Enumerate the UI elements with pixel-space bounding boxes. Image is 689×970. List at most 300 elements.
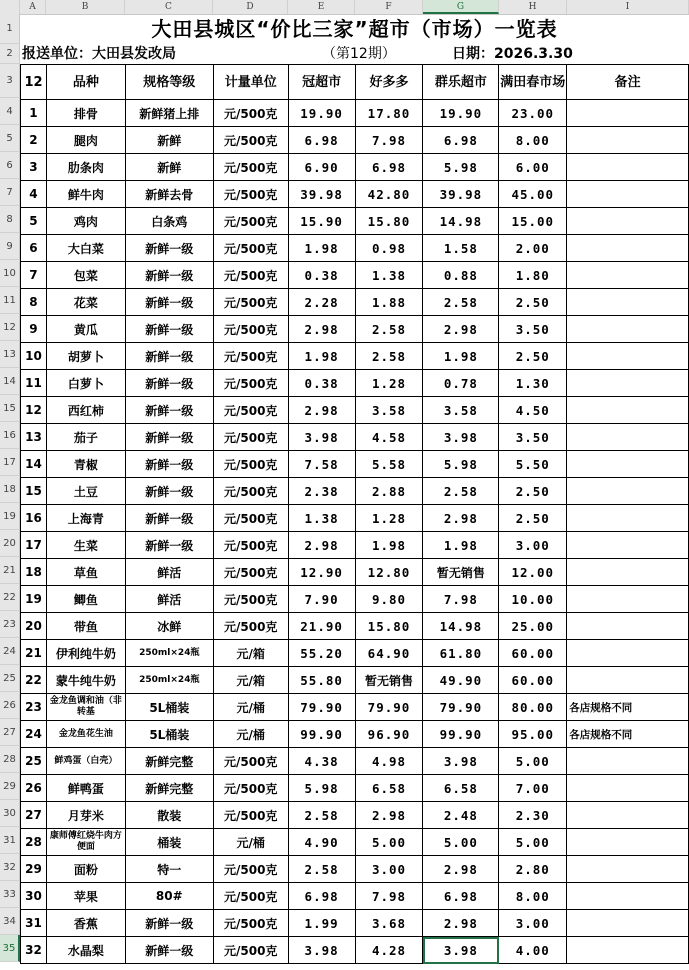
cell-a34[interactable]: 31: [21, 910, 47, 937]
cell-e35[interactable]: 3.98: [288, 937, 355, 964]
cell-b32[interactable]: 面粉: [46, 856, 125, 883]
cell-i16[interactable]: [567, 424, 689, 451]
cell-a30[interactable]: 27: [21, 802, 47, 829]
cell-c5[interactable]: 新鲜: [125, 127, 213, 154]
cell-c15[interactable]: 新鲜一级: [125, 397, 213, 424]
cell-i32[interactable]: [567, 856, 689, 883]
cell-d6[interactable]: 元/500克: [213, 154, 288, 181]
cell-e24[interactable]: 55.20: [288, 640, 355, 667]
cell-b20[interactable]: 生菜: [46, 532, 125, 559]
column-header-a[interactable]: A: [20, 0, 46, 14]
cell-f18[interactable]: 2.88: [355, 478, 423, 505]
cell-e22[interactable]: 7.90: [288, 586, 355, 613]
cell-b22[interactable]: 鲫鱼: [46, 586, 125, 613]
cell-g31[interactable]: 5.00: [423, 829, 499, 856]
column-header-d[interactable]: D: [213, 0, 288, 14]
cell-h35[interactable]: 4.00: [499, 937, 567, 964]
cell-i13[interactable]: [567, 343, 689, 370]
row-header-18[interactable]: 18: [0, 476, 20, 503]
cell-g4[interactable]: 19.90: [423, 100, 499, 127]
cell-i21[interactable]: [567, 559, 689, 586]
cell-c12[interactable]: 新鲜一级: [125, 316, 213, 343]
cell-a9[interactable]: 6: [21, 235, 47, 262]
cell-c18[interactable]: 新鲜一级: [125, 478, 213, 505]
cell-c21[interactable]: 鲜活: [125, 559, 213, 586]
cell-i10[interactable]: [567, 262, 689, 289]
header-cell-i[interactable]: 备注: [567, 65, 689, 100]
cell-f26[interactable]: 79.90: [355, 694, 423, 721]
cell-g12[interactable]: 2.98: [423, 316, 499, 343]
cell-h13[interactable]: 2.50: [499, 343, 567, 370]
cell-b27[interactable]: 金龙鱼花生油: [46, 721, 125, 748]
row-header-31[interactable]: 31: [0, 827, 20, 854]
row-header-13[interactable]: 13: [0, 341, 20, 368]
cell-a4[interactable]: 1: [21, 100, 47, 127]
cell-f16[interactable]: 4.58: [355, 424, 423, 451]
cell-c7[interactable]: 新鲜去骨: [125, 181, 213, 208]
cell-g13[interactable]: 1.98: [423, 343, 499, 370]
cell-h24[interactable]: 60.00: [499, 640, 567, 667]
cell-c32[interactable]: 特一: [125, 856, 213, 883]
cell-e8[interactable]: 15.90: [288, 208, 355, 235]
row-header-21[interactable]: 21: [0, 557, 20, 584]
cell-e27[interactable]: 99.90: [288, 721, 355, 748]
cell-i35[interactable]: [567, 937, 689, 964]
cell-b9[interactable]: 大白菜: [46, 235, 125, 262]
cell-f9[interactable]: 0.98: [355, 235, 423, 262]
cell-a6[interactable]: 3: [21, 154, 47, 181]
cell-b11[interactable]: 花菜: [46, 289, 125, 316]
cell-b23[interactable]: 带鱼: [46, 613, 125, 640]
cell-e9[interactable]: 1.98: [288, 235, 355, 262]
cell-e10[interactable]: 0.38: [288, 262, 355, 289]
row-header-28[interactable]: 28: [0, 746, 20, 773]
cell-h5[interactable]: 8.00: [499, 127, 567, 154]
cell-g20[interactable]: 1.98: [423, 532, 499, 559]
column-header-f[interactable]: F: [355, 0, 423, 14]
cell-d16[interactable]: 元/500克: [213, 424, 288, 451]
row-header-29[interactable]: 29: [0, 773, 20, 800]
cell-c9[interactable]: 新鲜一级: [125, 235, 213, 262]
cell-b14[interactable]: 白萝卜: [46, 370, 125, 397]
cell-i15[interactable]: [567, 397, 689, 424]
cell-g11[interactable]: 2.58: [423, 289, 499, 316]
cell-b19[interactable]: 上海青: [46, 505, 125, 532]
cell-h21[interactable]: 12.00: [499, 559, 567, 586]
row-header-14[interactable]: 14: [0, 368, 20, 395]
cell-h10[interactable]: 1.80: [499, 262, 567, 289]
cell-e32[interactable]: 2.58: [288, 856, 355, 883]
cell-a31[interactable]: 28: [21, 829, 47, 856]
cell-b18[interactable]: 土豆: [46, 478, 125, 505]
cell-h33[interactable]: 8.00: [499, 883, 567, 910]
cell-h18[interactable]: 2.50: [499, 478, 567, 505]
cell-f24[interactable]: 64.90: [355, 640, 423, 667]
cell-i11[interactable]: [567, 289, 689, 316]
cell-d4[interactable]: 元/500克: [213, 100, 288, 127]
cell-a26[interactable]: 23: [21, 694, 47, 721]
cell-d8[interactable]: 元/500克: [213, 208, 288, 235]
cell-f33[interactable]: 7.98: [355, 883, 423, 910]
row-header-35[interactable]: 35: [0, 935, 20, 962]
cell-a15[interactable]: 12: [21, 397, 47, 424]
cell-d13[interactable]: 元/500克: [213, 343, 288, 370]
row-header-15[interactable]: 15: [0, 395, 20, 422]
cell-e23[interactable]: 21.90: [288, 613, 355, 640]
cell-a13[interactable]: 10: [21, 343, 47, 370]
cell-h23[interactable]: 25.00: [499, 613, 567, 640]
cell-c26[interactable]: 5L桶装: [125, 694, 213, 721]
cell-h30[interactable]: 2.30: [499, 802, 567, 829]
cell-a28[interactable]: 25: [21, 748, 47, 775]
cell-d31[interactable]: 元/桶: [213, 829, 288, 856]
row-header-23[interactable]: 23: [0, 611, 20, 638]
row-header-17[interactable]: 17: [0, 449, 20, 476]
issue-number[interactable]: （第12期）: [322, 46, 396, 62]
cell-e17[interactable]: 7.58: [288, 451, 355, 478]
cell-i26[interactable]: 各店规格不同: [567, 694, 689, 721]
row-header-9[interactable]: 9: [0, 233, 20, 260]
cell-g28[interactable]: 3.98: [423, 748, 499, 775]
cell-b15[interactable]: 西红柿: [46, 397, 125, 424]
cell-b28[interactable]: 鲜鸡蛋（白壳）: [46, 748, 125, 775]
cell-e14[interactable]: 0.38: [288, 370, 355, 397]
cell-d22[interactable]: 元/500克: [213, 586, 288, 613]
cell-f23[interactable]: 15.80: [355, 613, 423, 640]
cell-g7[interactable]: 39.98: [423, 181, 499, 208]
cell-f4[interactable]: 17.80: [355, 100, 423, 127]
row-header-33[interactable]: 33: [0, 881, 20, 908]
cell-i27[interactable]: 各店规格不同: [567, 721, 689, 748]
cell-c13[interactable]: 新鲜一级: [125, 343, 213, 370]
cell-h14[interactable]: 1.30: [499, 370, 567, 397]
row-header-10[interactable]: 10: [0, 260, 20, 287]
cell-c29[interactable]: 新鲜完整: [125, 775, 213, 802]
row-header-16[interactable]: 16: [0, 422, 20, 449]
cell-f20[interactable]: 1.98: [355, 532, 423, 559]
cell-i33[interactable]: [567, 883, 689, 910]
row-header-24[interactable]: 24: [0, 638, 20, 665]
cell-f8[interactable]: 15.80: [355, 208, 423, 235]
cell-i8[interactable]: [567, 208, 689, 235]
cell-c11[interactable]: 新鲜一级: [125, 289, 213, 316]
cell-h8[interactable]: 15.00: [499, 208, 567, 235]
cell-d12[interactable]: 元/500克: [213, 316, 288, 343]
report-unit[interactable]: 报送单位：大田县发改局: [22, 46, 176, 62]
cell-i30[interactable]: [567, 802, 689, 829]
cell-a14[interactable]: 11: [21, 370, 47, 397]
cell-c10[interactable]: 新鲜一级: [125, 262, 213, 289]
cell-c19[interactable]: 新鲜一级: [125, 505, 213, 532]
cell-h31[interactable]: 5.00: [499, 829, 567, 856]
header-cell-h[interactable]: 满田春市场: [499, 65, 567, 100]
cell-b25[interactable]: 蒙牛纯牛奶: [46, 667, 125, 694]
cell-c30[interactable]: 散装: [125, 802, 213, 829]
cell-a24[interactable]: 21: [21, 640, 47, 667]
cell-g25[interactable]: 49.90: [423, 667, 499, 694]
cell-i29[interactable]: [567, 775, 689, 802]
cell-i18[interactable]: [567, 478, 689, 505]
cell-h20[interactable]: 3.00: [499, 532, 567, 559]
cell-i22[interactable]: [567, 586, 689, 613]
cell-e11[interactable]: 2.28: [288, 289, 355, 316]
cell-e28[interactable]: 4.38: [288, 748, 355, 775]
cell-b24[interactable]: 伊利纯牛奶: [46, 640, 125, 667]
cell-d9[interactable]: 元/500克: [213, 235, 288, 262]
cell-g32[interactable]: 2.98: [423, 856, 499, 883]
cell-a29[interactable]: 26: [21, 775, 47, 802]
report-date[interactable]: 日期：2026.3.30: [452, 46, 573, 62]
cell-c23[interactable]: 冰鲜: [125, 613, 213, 640]
cell-a17[interactable]: 14: [21, 451, 47, 478]
cell-d11[interactable]: 元/500克: [213, 289, 288, 316]
cell-e12[interactable]: 2.98: [288, 316, 355, 343]
row-header-11[interactable]: 11: [0, 287, 20, 314]
cell-d29[interactable]: 元/500克: [213, 775, 288, 802]
cell-b6[interactable]: 肋条肉: [46, 154, 125, 181]
cell-e30[interactable]: 2.58: [288, 802, 355, 829]
cell-f28[interactable]: 4.98: [355, 748, 423, 775]
cell-d24[interactable]: 元/箱: [213, 640, 288, 667]
cell-f25[interactable]: 暂无销售: [355, 667, 423, 694]
header-cell-d[interactable]: 计量单位: [213, 65, 288, 100]
cell-i28[interactable]: [567, 748, 689, 775]
cell-g9[interactable]: 1.58: [423, 235, 499, 262]
cell-f31[interactable]: 5.00: [355, 829, 423, 856]
cell-d35[interactable]: 元/500克: [213, 937, 288, 964]
cell-c35[interactable]: 新鲜一级: [125, 937, 213, 964]
cell-i24[interactable]: [567, 640, 689, 667]
cell-d34[interactable]: 元/500克: [213, 910, 288, 937]
cell-a5[interactable]: 2: [21, 127, 47, 154]
cell-i12[interactable]: [567, 316, 689, 343]
cell-b34[interactable]: 香蕉: [46, 910, 125, 937]
cell-g6[interactable]: 5.98: [423, 154, 499, 181]
cell-f21[interactable]: 12.80: [355, 559, 423, 586]
header-cell-a[interactable]: 12: [21, 65, 47, 100]
cell-f35[interactable]: 4.28: [355, 937, 423, 964]
cell-c22[interactable]: 鲜活: [125, 586, 213, 613]
cell-h17[interactable]: 5.50: [499, 451, 567, 478]
cell-b33[interactable]: 苹果: [46, 883, 125, 910]
cell-d14[interactable]: 元/500克: [213, 370, 288, 397]
column-header-h[interactable]: H: [499, 0, 567, 14]
cell-d7[interactable]: 元/500克: [213, 181, 288, 208]
cell-h9[interactable]: 2.00: [499, 235, 567, 262]
row-header-22[interactable]: 22: [0, 584, 20, 611]
cell-g14[interactable]: 0.78: [423, 370, 499, 397]
row-header-3[interactable]: 3: [0, 64, 20, 98]
header-cell-b[interactable]: 品种: [46, 65, 125, 100]
column-header-c[interactable]: C: [125, 0, 213, 14]
cell-f22[interactable]: 9.80: [355, 586, 423, 613]
cell-f32[interactable]: 3.00: [355, 856, 423, 883]
row-header-19[interactable]: 19: [0, 503, 20, 530]
cell-h32[interactable]: 2.80: [499, 856, 567, 883]
header-cell-e[interactable]: 冠超市: [288, 65, 355, 100]
cell-d28[interactable]: 元/500克: [213, 748, 288, 775]
cell-h16[interactable]: 3.50: [499, 424, 567, 451]
cell-g30[interactable]: 2.48: [423, 802, 499, 829]
cell-b29[interactable]: 鲜鸭蛋: [46, 775, 125, 802]
cell-e5[interactable]: 6.98: [288, 127, 355, 154]
cell-e16[interactable]: 3.98: [288, 424, 355, 451]
cell-b31[interactable]: 康师傅红烧牛肉方便面: [46, 829, 125, 856]
cell-e7[interactable]: 39.98: [288, 181, 355, 208]
select-all-corner[interactable]: [0, 0, 20, 14]
cell-f7[interactable]: 42.80: [355, 181, 423, 208]
cell-a32[interactable]: 29: [21, 856, 47, 883]
cell-a23[interactable]: 20: [21, 613, 47, 640]
cell-h27[interactable]: 95.00: [499, 721, 567, 748]
column-header-e[interactable]: E: [288, 0, 355, 14]
cell-b8[interactable]: 鸡肉: [46, 208, 125, 235]
cell-d21[interactable]: 元/500克: [213, 559, 288, 586]
row-header-27[interactable]: 27: [0, 719, 20, 746]
cell-a19[interactable]: 16: [21, 505, 47, 532]
cell-f6[interactable]: 6.98: [355, 154, 423, 181]
cell-d33[interactable]: 元/500克: [213, 883, 288, 910]
cell-h7[interactable]: 45.00: [499, 181, 567, 208]
cell-g22[interactable]: 7.98: [423, 586, 499, 613]
cell-e13[interactable]: 1.98: [288, 343, 355, 370]
cell-g24[interactable]: 61.80: [423, 640, 499, 667]
row-header-30[interactable]: 30: [0, 800, 20, 827]
cell-f14[interactable]: 1.28: [355, 370, 423, 397]
cell-d10[interactable]: 元/500克: [213, 262, 288, 289]
cell-f15[interactable]: 3.58: [355, 397, 423, 424]
cell-f11[interactable]: 1.88: [355, 289, 423, 316]
cell-b10[interactable]: 包菜: [46, 262, 125, 289]
cell-h6[interactable]: 6.00: [499, 154, 567, 181]
cell-c8[interactable]: 白条鸡: [125, 208, 213, 235]
cell-i6[interactable]: [567, 154, 689, 181]
cell-c6[interactable]: 新鲜: [125, 154, 213, 181]
cell-i19[interactable]: [567, 505, 689, 532]
header-cell-c[interactable]: 规格等级: [125, 65, 213, 100]
row-header-20[interactable]: 20: [0, 530, 20, 557]
cell-b35[interactable]: 水晶梨: [46, 937, 125, 964]
cell-h11[interactable]: 2.50: [499, 289, 567, 316]
header-cell-f[interactable]: 好多多: [355, 65, 423, 100]
cell-b30[interactable]: 月芽米: [46, 802, 125, 829]
cell-d17[interactable]: 元/500克: [213, 451, 288, 478]
cell-h34[interactable]: 3.00: [499, 910, 567, 937]
cell-c28[interactable]: 新鲜完整: [125, 748, 213, 775]
cell-h12[interactable]: 3.50: [499, 316, 567, 343]
cell-g8[interactable]: 14.98: [423, 208, 499, 235]
row-header-2[interactable]: 2: [0, 44, 20, 64]
cell-g27[interactable]: 99.90: [423, 721, 499, 748]
cell-d30[interactable]: 元/500克: [213, 802, 288, 829]
cell-b16[interactable]: 茄子: [46, 424, 125, 451]
cell-i9[interactable]: [567, 235, 689, 262]
cell-g29[interactable]: 6.58: [423, 775, 499, 802]
row-header-25[interactable]: 25: [0, 665, 20, 692]
cell-c4[interactable]: 新鲜猪上排: [125, 100, 213, 127]
cell-h25[interactable]: 60.00: [499, 667, 567, 694]
cell-c20[interactable]: 新鲜一级: [125, 532, 213, 559]
cell-g18[interactable]: 2.58: [423, 478, 499, 505]
cell-d26[interactable]: 元/桶: [213, 694, 288, 721]
cell-d32[interactable]: 元/500克: [213, 856, 288, 883]
cell-b17[interactable]: 青椒: [46, 451, 125, 478]
cell-f34[interactable]: 3.68: [355, 910, 423, 937]
cell-b5[interactable]: 腿肉: [46, 127, 125, 154]
cell-e6[interactable]: 6.90: [288, 154, 355, 181]
cell-a18[interactable]: 15: [21, 478, 47, 505]
cell-e15[interactable]: 2.98: [288, 397, 355, 424]
cell-i34[interactable]: [567, 910, 689, 937]
row-header-8[interactable]: 8: [0, 206, 20, 233]
cell-h19[interactable]: 2.50: [499, 505, 567, 532]
row-header-1[interactable]: 1: [0, 14, 20, 44]
cell-e25[interactable]: 55.80: [288, 667, 355, 694]
column-header-i[interactable]: I: [567, 0, 689, 14]
cell-c33[interactable]: 80#: [125, 883, 213, 910]
cell-g33[interactable]: 6.98: [423, 883, 499, 910]
cell-c27[interactable]: 5L桶装: [125, 721, 213, 748]
cell-f30[interactable]: 2.98: [355, 802, 423, 829]
cell-h4[interactable]: 23.00: [499, 100, 567, 127]
cell-g16[interactable]: 3.98: [423, 424, 499, 451]
cell-f27[interactable]: 96.90: [355, 721, 423, 748]
row-header-7[interactable]: 7: [0, 179, 20, 206]
cell-i20[interactable]: [567, 532, 689, 559]
cell-a12[interactable]: 9: [21, 316, 47, 343]
cell-g5[interactable]: 6.98: [423, 127, 499, 154]
row-header-34[interactable]: 34: [0, 908, 20, 935]
cell-a16[interactable]: 13: [21, 424, 47, 451]
cell-g17[interactable]: 5.98: [423, 451, 499, 478]
cell-d23[interactable]: 元/500克: [213, 613, 288, 640]
row-header-12[interactable]: 12: [0, 314, 20, 341]
cell-d25[interactable]: 元/箱: [213, 667, 288, 694]
cell-d20[interactable]: 元/500克: [213, 532, 288, 559]
cell-i4[interactable]: [567, 100, 689, 127]
cell-f10[interactable]: 1.38: [355, 262, 423, 289]
cell-a11[interactable]: 8: [21, 289, 47, 316]
cell-d19[interactable]: 元/500克: [213, 505, 288, 532]
cell-f12[interactable]: 2.58: [355, 316, 423, 343]
cell-f29[interactable]: 6.58: [355, 775, 423, 802]
column-header-b[interactable]: B: [46, 0, 125, 14]
cell-i25[interactable]: [567, 667, 689, 694]
cell-i7[interactable]: [567, 181, 689, 208]
row-header-4[interactable]: 4: [0, 98, 20, 125]
cell-h26[interactable]: 80.00: [499, 694, 567, 721]
cell-c31[interactable]: 桶装: [125, 829, 213, 856]
cell-a8[interactable]: 5: [21, 208, 47, 235]
cell-h29[interactable]: 7.00: [499, 775, 567, 802]
cell-i14[interactable]: [567, 370, 689, 397]
cell-g34[interactable]: 2.98: [423, 910, 499, 937]
cell-c24[interactable]: 250ml×24瓶: [125, 640, 213, 667]
cell-b12[interactable]: 黄瓜: [46, 316, 125, 343]
cell-c25[interactable]: 250ml×24瓶: [125, 667, 213, 694]
cell-d5[interactable]: 元/500克: [213, 127, 288, 154]
cell-g15[interactable]: 3.58: [423, 397, 499, 424]
sheet-title[interactable]: 大田县城区“价比三家”超市（市场）一览表: [151, 17, 558, 41]
cell-a35[interactable]: 32: [21, 937, 47, 964]
cell-d15[interactable]: 元/500克: [213, 397, 288, 424]
row-header-32[interactable]: 32: [0, 854, 20, 881]
cell-g10[interactable]: 0.88: [423, 262, 499, 289]
cell-a27[interactable]: 24: [21, 721, 47, 748]
cell-e26[interactable]: 79.90: [288, 694, 355, 721]
cell-h22[interactable]: 10.00: [499, 586, 567, 613]
cell-a25[interactable]: 22: [21, 667, 47, 694]
